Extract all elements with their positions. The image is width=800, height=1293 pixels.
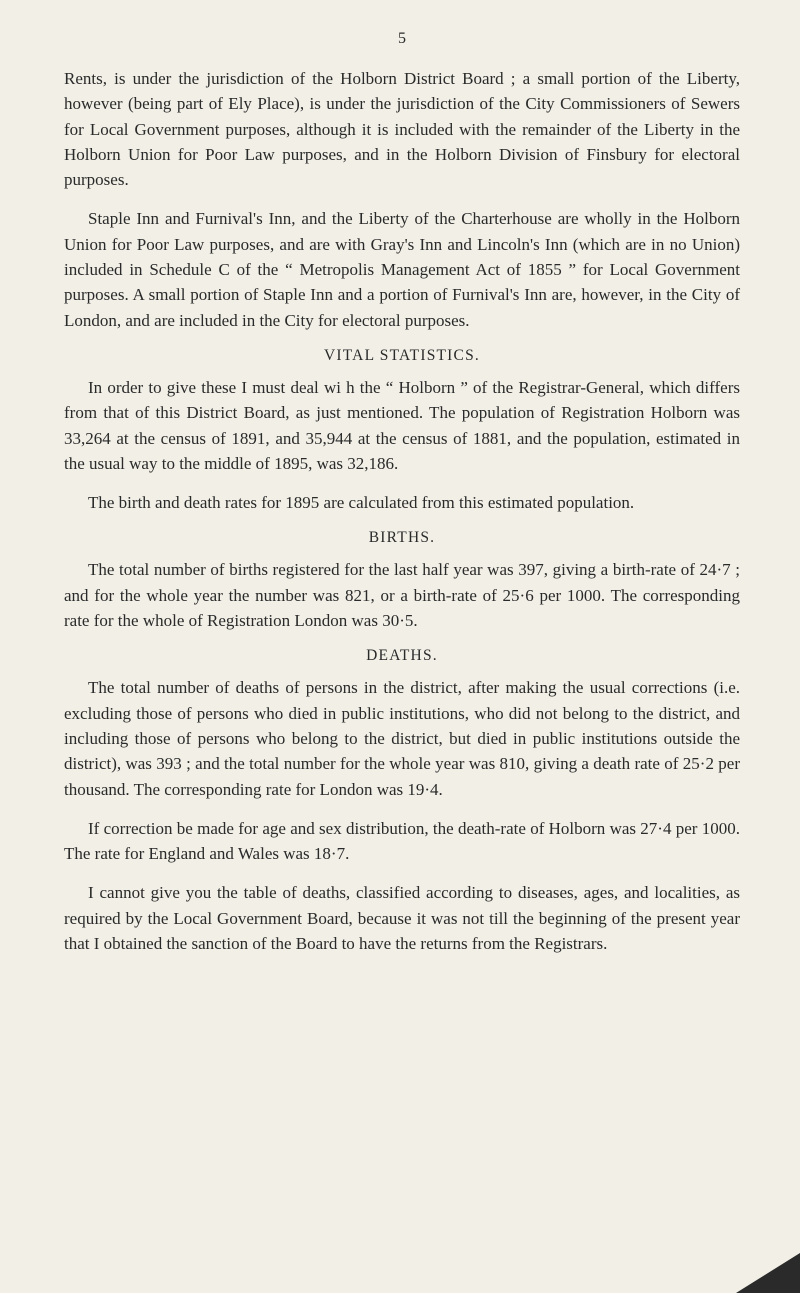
corner-mark: [736, 1253, 800, 1293]
page-number: 5: [398, 30, 406, 47]
heading-vital-statistics: VITAL STATISTICS.: [324, 346, 480, 364]
document-page: [64, 30, 740, 970]
paragraph-table-of-deaths: I cannot give you the table of deaths, classified according to diseases, ages, and localities, as required by the Local Government Board, because it was not till the beginning of the present year that I obtained the sanction of the Board to have the returns from the Registrars.: [64, 883, 740, 954]
paragraph-staple-inn: Staple Inn and Furnival's Inn, and the Liberty of the Charterhouse are wholly in the Holborn Union for Poor Law purposes, and are with Gray's Inn and Lincoln's Inn (which are in no Union) included in Schedule C of the “ Metropolis Management Act of 1855 ” for Local Government purposes. A small portion of Staple Inn and a portion of Furnival's Inn are, however, in the City of London, and are included in the City for electoral purposes.: [64, 209, 740, 330]
heading-deaths: DEATHS.: [366, 647, 438, 665]
paragraph-rates-basis: The birth and death rates for 1895 are calculated from this estimated population.: [88, 493, 635, 513]
paragraph-births: The total number of births registered for the last half year was 397, giving a birth-rate of 24·7 ; and for the whole year the number was 821, or a birth-rate of 25·6 per 1000. The corresponding rate for the whole of Registration London was 30·5.: [64, 560, 740, 631]
paragraph-deaths: The total number of deaths of persons in the district, after making the usual corrections (i.e. excluding those of persons who died in public institutions, who did not belong to the district, and including those of persons who belong to the district, but died in public institutions outside the district), was 393 ; and the total number for the whole year was 810, giving a death rate of 25·2 per thousand. The corresponding rate for London was 19·4.: [64, 678, 740, 799]
paragraph-corrected-death-rate: If correction be made for age and sex distribution, the death-rate of Holborn was 27·4 per 1000. The rate for England and Wales was 18·7.: [64, 818, 740, 864]
heading-births: BIRTHS.: [368, 529, 436, 547]
paragraph-population: In order to give these I must deal wi h the “ Holborn ” of the Registrar-General, which differs from that of this District Board, as just mentioned. The population of Registration Holborn was 33,264 at the census of 1891, and 35,944 at the census of 1881, and the population, estimated in the usual way to the middle of 1895, was 32,186.: [64, 377, 740, 473]
paragraph-jurisdiction: Rents, is under the jurisdiction of the Holborn District Board ; a small portion of the Liberty, however (being part of Ely Place), is under the jurisdiction of the City Commissioners of Sewers for Local Government purposes, although it is included with the remainder of the Liberty in the Holborn Union for Poor Law purposes, and in the Holborn Division of Finsbury for electoral purposes.: [64, 69, 740, 190]
